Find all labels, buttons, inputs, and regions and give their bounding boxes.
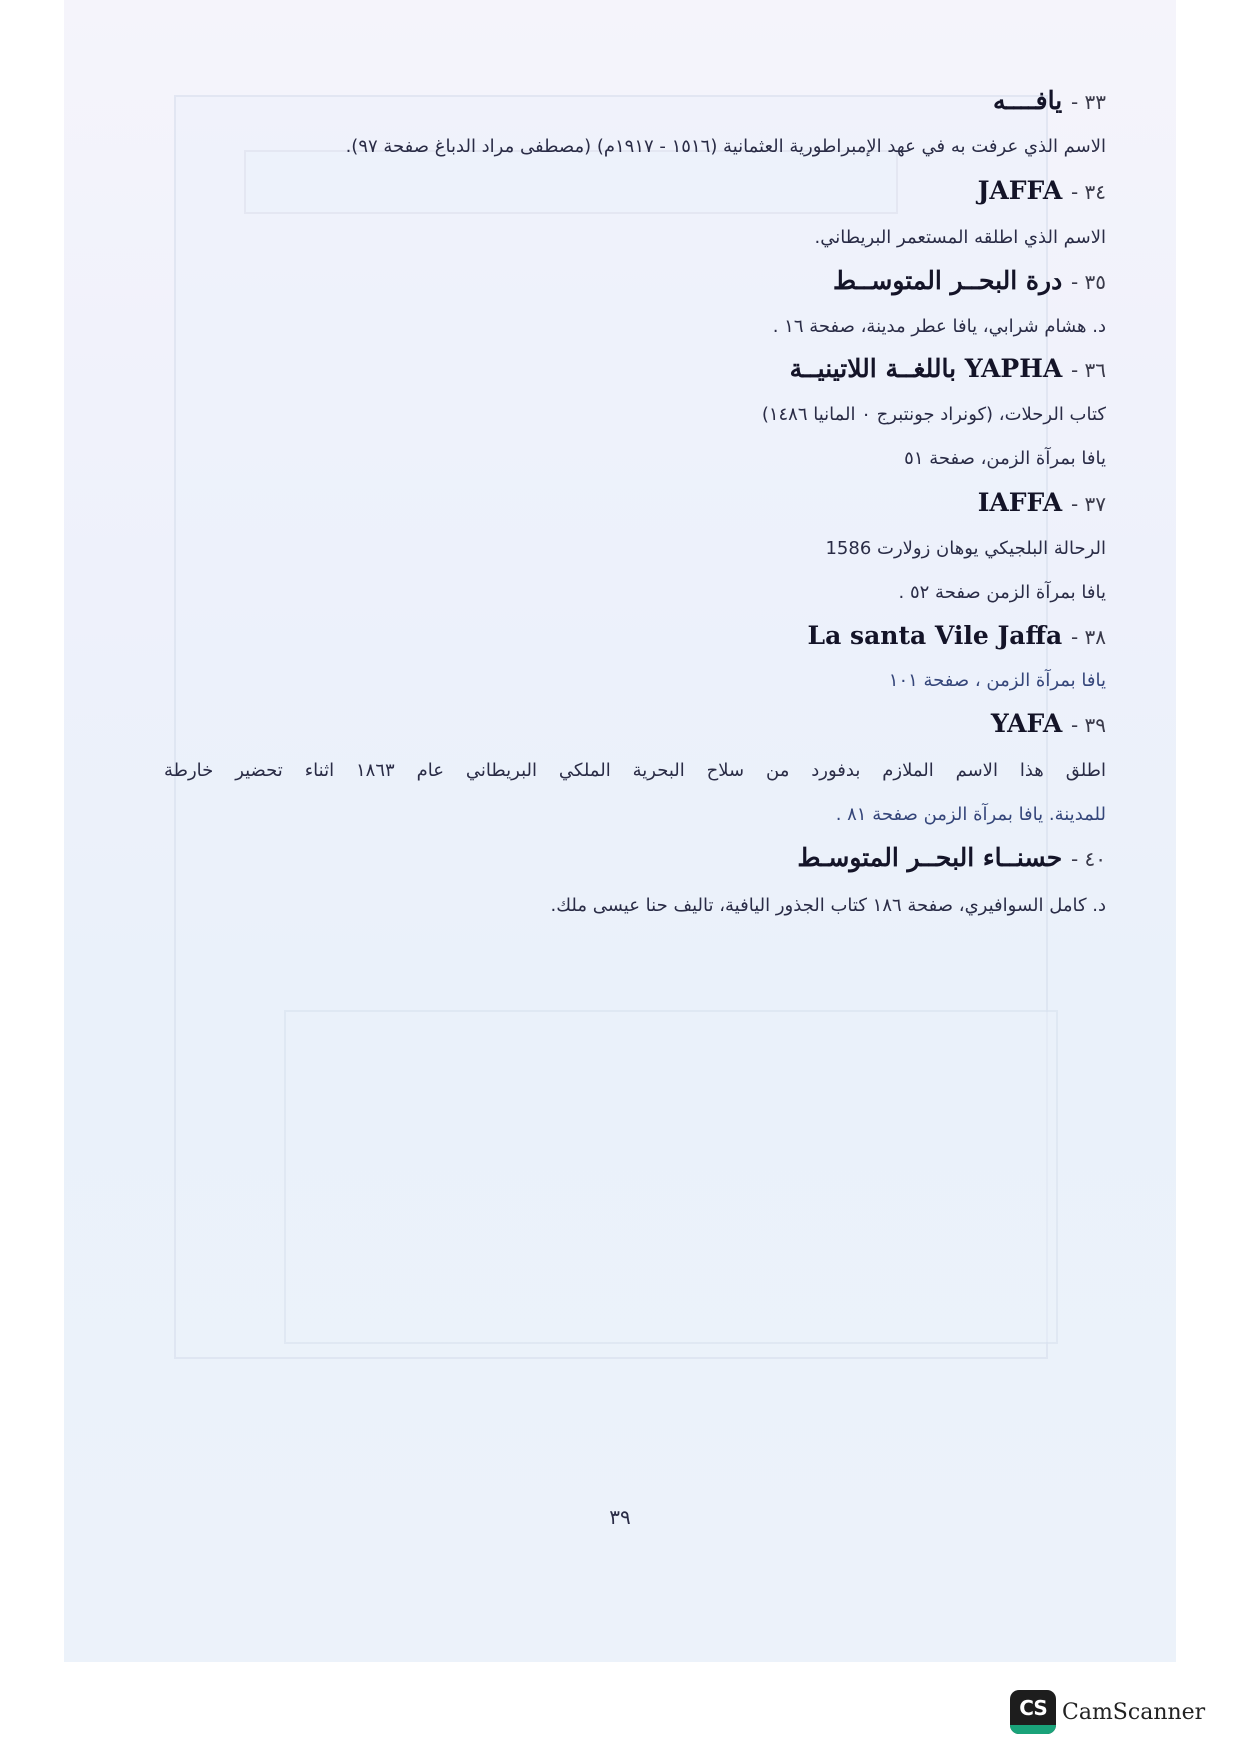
entry-text: يافا بمرآة الزمن ، صفحة ١٠١ [888, 670, 1106, 691]
entry-title: La santa Vile Jaffa [807, 621, 1063, 650]
entry-heading [991, 711, 1106, 736]
camscanner-logo-letters: CS [1019, 1696, 1047, 1720]
entry-heading [978, 178, 1106, 203]
entry-title: YAPHA باللغــة اللاتينيــة [789, 354, 1063, 383]
entry-heading [790, 356, 1106, 381]
entry-text: كتاب الرحلات، (كونراد جونتبرج ٠ المانيا ١٤٨٦) [761, 404, 1106, 425]
entry-number: ٣٨ - [1070, 625, 1106, 649]
entry-title: يافــــه [992, 86, 1063, 115]
entry-title: IAFFA [977, 488, 1063, 517]
camscanner-watermark [1010, 1690, 1205, 1734]
scanned-page [64, 0, 1176, 1662]
entry-number: ٣٣ - [1070, 90, 1106, 114]
entry-heading [978, 490, 1106, 515]
entry-title: YAFA [990, 709, 1063, 738]
entry-text: الاسم الذي عرفت به في عهد الإمبراطورية العثمانية (١٥١٦ - ١٩١٧م) (مصطفى مراد الدباغ صفحة ٩٧). [345, 136, 1106, 157]
entry-heading [808, 623, 1106, 648]
entry-heading [833, 268, 1106, 293]
camscanner-name: CamScanner [1062, 1699, 1206, 1725]
entry-title: JAFFA [977, 176, 1063, 205]
entry-heading [797, 845, 1106, 870]
bleed-through-title-band [244, 150, 898, 214]
entry-number: ٣٩ - [1070, 713, 1106, 737]
entry-title: درة البحــر المتوســط [833, 266, 1063, 295]
entry-text: الاسم الذي اطلقه المستعمر البريطاني. [814, 227, 1106, 248]
page-number: ٣٩ [609, 1505, 631, 1529]
entry-text: للمدينة. يافا بمرآة الزمن صفحة ٨١ . [835, 804, 1106, 825]
entry-number: ٣٦ - [1070, 358, 1106, 382]
entry-number: ٤٠ - [1070, 847, 1106, 871]
entry-text: الرحالة البلجيكي يوهان زولارت 1586 [825, 538, 1106, 559]
bleed-through-lower-panel [284, 1010, 1058, 1344]
entry-heading [993, 88, 1106, 113]
camscanner-logo-bar [1010, 1725, 1056, 1734]
entry-text: د. كامل السوافيري، صفحة ١٨٦ كتاب الجذور اليافية، تاليف حنا عيسى ملك. [550, 895, 1106, 916]
entry-number: ٣٥ - [1070, 270, 1106, 294]
entry-text: اطلق هذا الاسم الملازم بدفورد من سلاح البحرية الملكي البريطاني عام ١٨٦٣ اثناء تحضير خارطة [164, 760, 1107, 781]
entry-number: ٣٤ - [1070, 180, 1106, 204]
entry-text: يافا بمرآة الزمن صفحة ٥٢ . [898, 582, 1106, 603]
entry-title: حسنــاء البحــر المتوسـط [797, 843, 1063, 872]
entry-text: د. هشام شرابي، يافا عطر مدينة، صفحة ١٦ . [772, 316, 1106, 337]
camscanner-logo-icon [1010, 1690, 1056, 1734]
entry-text: يافا بمرآة الزمن، صفحة ٥١ [904, 448, 1106, 469]
entry-number: ٣٧ - [1070, 492, 1106, 516]
